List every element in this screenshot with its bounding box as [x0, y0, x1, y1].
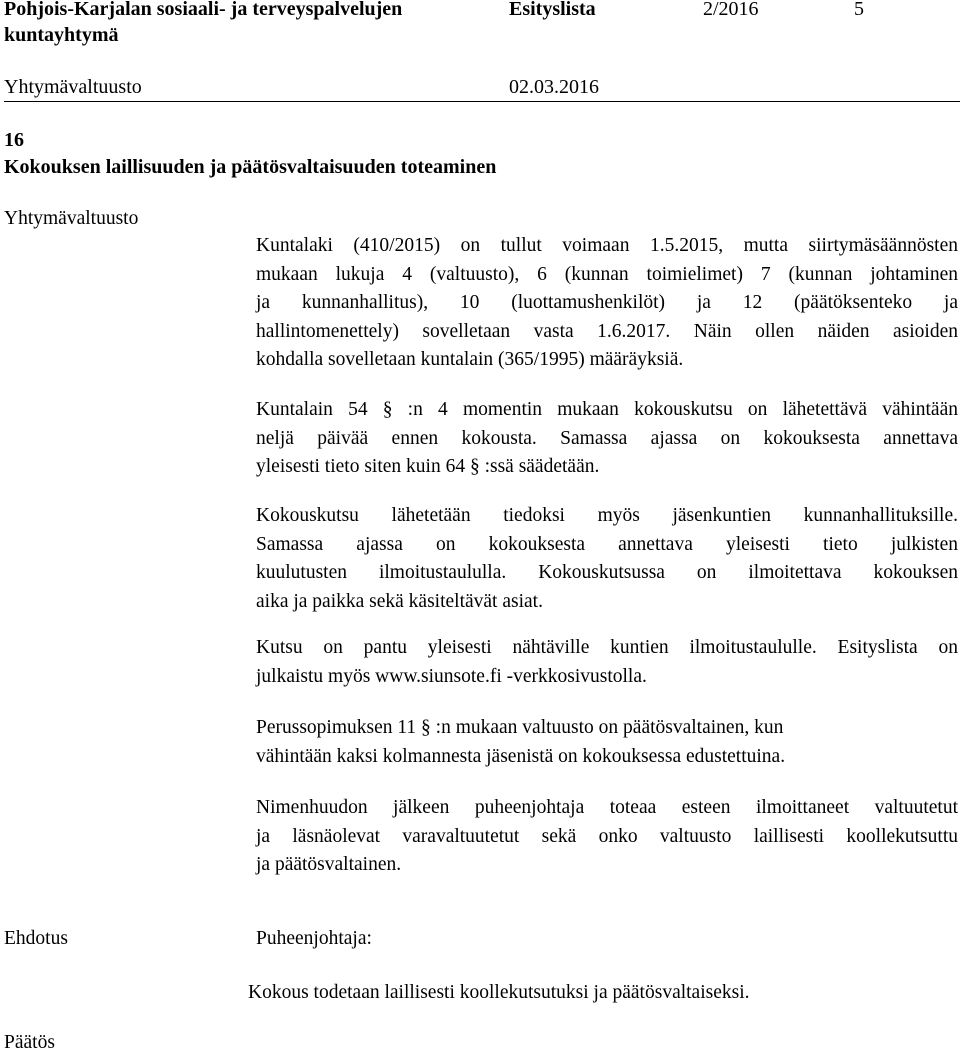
paragraph-line: Nimenhuudon jälkeen puheenjohtaja toteaa esteen ilmoittaneet valtuutetut	[256, 797, 958, 818]
proposal-label: Ehdotus	[4, 928, 68, 949]
paragraph-5	[256, 714, 958, 771]
page-number: 5	[854, 0, 864, 20]
section-number: 16	[4, 129, 24, 151]
paragraph-2	[256, 396, 958, 482]
paragraph-line: vähintään kaksi kolmannesta jäsenistä on kokouksessa edustettuina.	[256, 745, 786, 767]
paragraph-line: ja kunnanhallitus), 10 (luottamushenkilöt) ja 12 (päätöksenteko ja	[256, 292, 958, 313]
paragraph-line: yleisesti tieto siten kuin 64 § :ssä säädetään.	[256, 456, 600, 477]
paragraph-line: hallintomenettely) sovelletaan vasta 1.6.2017. Näin ollen näiden asioiden	[256, 320, 958, 342]
paragraph-line: Perussopimuksen 11 § :n mukaan valtuusto on päätösvaltainen, kun	[256, 717, 784, 738]
header-rule	[4, 101, 960, 102]
paragraph-line: ja läsnäolevat varavaltuutetut sekä onko valtuusto laillisesti koollekutsuttu	[256, 825, 958, 847]
paragraph-4	[256, 634, 958, 691]
paragraph-line: Kuntalain 54 § :n 4 momentin mukaan kokouskutsu on lähetettävä vähintään	[256, 399, 958, 420]
proposal-speaker: Puheenjohtaja:	[256, 928, 372, 949]
proposal-text: Kokous todetaan laillisesti koollekutsutuksi ja päätösvaltaiseksi.	[248, 982, 750, 1003]
header-date: 02.03.2016	[509, 76, 599, 98]
paragraph-line: kohdalla sovelletaan kuntalain (365/1995) määräyksiä.	[256, 349, 684, 370]
header-body-name: Yhtymävaltuusto	[4, 76, 142, 98]
paragraph-6	[256, 794, 958, 880]
paragraph-line: kuulutusten ilmoitustaululla. Kokouskutsussa on ilmoitettava kokouksen	[256, 562, 958, 583]
org-name-line2: kuntayhtymä	[4, 24, 119, 46]
paragraph-line: Kutsu on pantu yleisesti nähtäville kuntien ilmoitustaululle. Esityslista on	[256, 637, 958, 658]
paragraph-line: neljä päivää ennen kokousta. Samassa ajassa on kokouksesta annettava	[256, 427, 958, 449]
paragraph-3	[256, 502, 958, 616]
body-label: Yhtymävaltuusto	[4, 208, 139, 229]
paragraph-1	[256, 232, 958, 375]
paragraph-line: ja päätösvaltainen.	[256, 854, 402, 875]
org-name-line1: Pohjois-Karjalan sosiaali- ja terveyspalvelujen	[4, 0, 403, 20]
doc-number: 2/2016	[703, 0, 759, 20]
paragraph-line: Kokouskutsu lähetetään tiedoksi myös jäsenkuntien kunnanhallituksille.	[256, 505, 958, 526]
paragraph-line: aika ja paikka sekä käsiteltävät asiat.	[256, 590, 543, 612]
doc-type: Esityslista	[509, 0, 596, 20]
paragraph-line: Samassa ajassa on kokouksesta annettava yleisesti tieto julkisten	[256, 533, 958, 555]
paragraph-line: mukaan lukuja 4 (valtuusto), 6 (kunnan toimielimet) 7 (kunnan johtaminen	[256, 263, 958, 285]
decision-label: Päätös	[4, 1032, 55, 1053]
section-title: Kokouksen laillisuuden ja päätösvaltaisuuden toteaminen	[4, 156, 497, 178]
paragraph-line: Kuntalaki (410/2015) on tullut voimaan 1.5.2015, mutta siirtymäsäännösten	[256, 235, 958, 256]
paragraph-line: julkaistu myös www.siunsote.fi -verkkosivustolla.	[256, 665, 647, 687]
